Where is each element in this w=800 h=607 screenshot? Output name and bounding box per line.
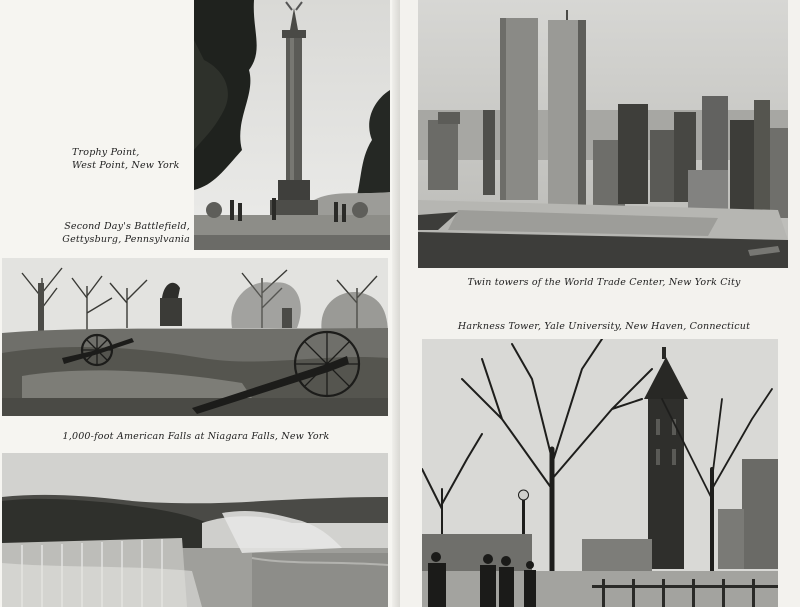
gettysburg-caption-line-1: Second Day's Battlefield, — [64, 221, 190, 232]
wtc-caption: Twin towers of the World Trade Center, New York City — [467, 277, 741, 288]
gettysburg-caption-line-2: Gettysburg, Pennsylvania — [62, 234, 190, 245]
wtc-image — [418, 0, 788, 268]
harkness-caption: Harkness Tower, Yale University, New Haven, Connecticut — [457, 321, 751, 332]
trophy-point-image — [194, 0, 390, 250]
niagara-image — [2, 453, 388, 607]
wtc-photo — [418, 0, 788, 268]
niagara-caption: 1,000-foot American Falls at Niagara Falls, New York — [62, 431, 330, 442]
trophy-point-caption — [72, 146, 190, 172]
gettysburg-caption — [40, 220, 190, 246]
trophy-point-caption-line-2: West Point, New York — [72, 160, 180, 171]
right-page — [400, 0, 800, 607]
gettysburg-photo — [2, 258, 388, 416]
trophy-point-photo — [194, 0, 390, 250]
trophy-point-caption-line-1: Trophy Point, — [72, 147, 140, 158]
harkness-image — [422, 339, 778, 607]
gettysburg-image — [2, 258, 388, 416]
niagara-photo — [2, 453, 388, 607]
harkness-photo — [422, 339, 778, 607]
